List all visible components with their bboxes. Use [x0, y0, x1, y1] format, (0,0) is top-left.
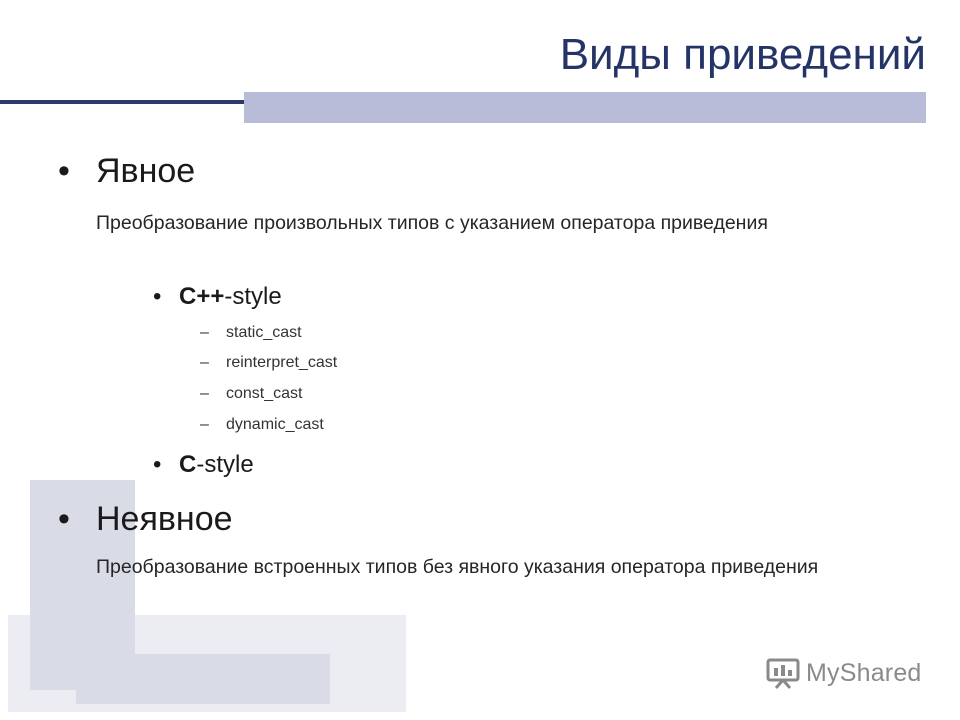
- bullet-explicit: [58, 152, 195, 191]
- bullet-glyph: •: [153, 283, 162, 310]
- cast-item: [200, 416, 324, 434]
- bullet-glyph: •: [58, 500, 70, 538]
- implicit-heading: Неявное: [96, 500, 233, 538]
- cast-item: [200, 385, 302, 403]
- slide-title: Виды приведений: [559, 30, 926, 79]
- dash-glyph: –: [200, 324, 209, 341]
- cpp-style-suffix: -style: [224, 283, 282, 310]
- cast-label: static_cast: [226, 324, 302, 341]
- cast-label: dynamic_cast: [226, 416, 324, 433]
- cast-item: [200, 354, 337, 372]
- watermark-logo: [766, 656, 922, 690]
- bullet-implicit: [58, 500, 233, 539]
- explicit-heading: Явное: [96, 152, 196, 190]
- cast-item: [200, 324, 302, 342]
- dash-glyph: –: [200, 354, 209, 371]
- cast-label: reinterpret_cast: [226, 354, 338, 371]
- bullet-cpp-style: [153, 283, 282, 311]
- bullet-glyph: •: [58, 152, 70, 190]
- c-style-bold: C: [179, 451, 197, 478]
- bullet-glyph: •: [153, 451, 162, 478]
- decor-block-inner: [76, 654, 330, 704]
- dash-glyph: –: [200, 416, 209, 433]
- c-style-suffix: -style: [196, 451, 254, 478]
- dash-glyph: –: [200, 385, 209, 402]
- presentation-board-icon: [766, 656, 800, 690]
- header-accent-bar: [244, 92, 926, 123]
- cpp-style-bold: C++: [179, 283, 225, 310]
- watermark-text: MyShared: [806, 658, 922, 687]
- implicit-description: Преобразование встроенных типов без явного указания оператора приведения: [96, 556, 819, 578]
- bullet-c-style: [153, 451, 254, 479]
- cast-label: const_cast: [226, 385, 303, 402]
- explicit-description: Преобразование произвольных типов с указанием оператора приведения: [96, 212, 768, 234]
